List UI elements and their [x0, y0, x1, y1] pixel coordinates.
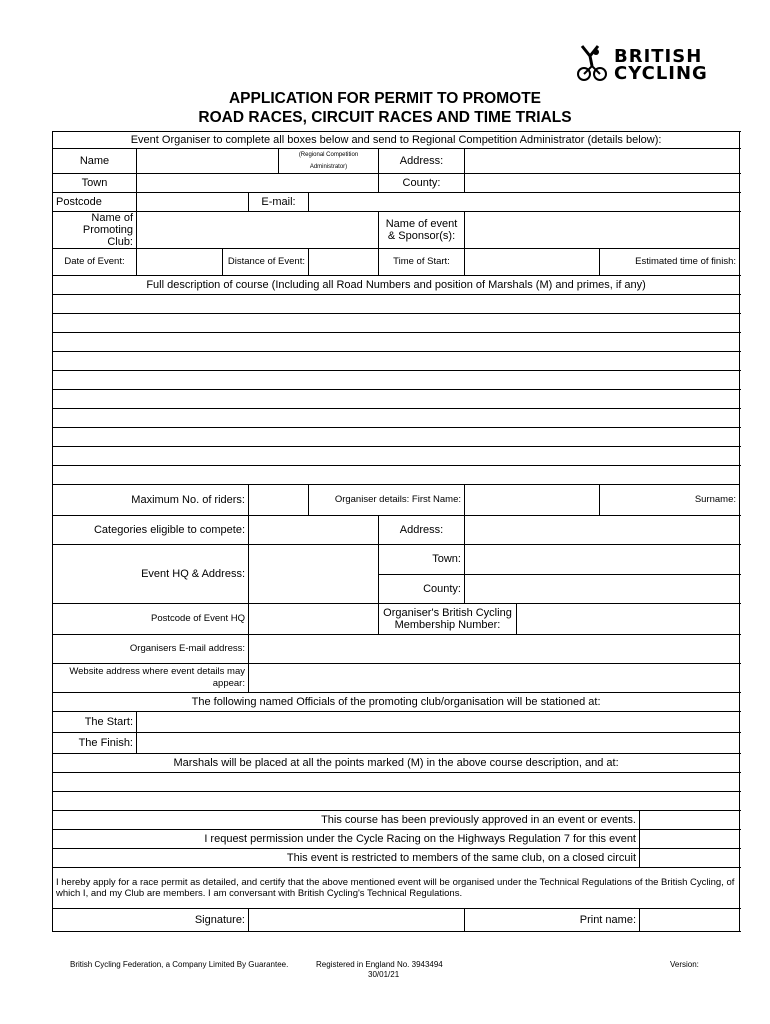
town-field[interactable] [137, 174, 379, 193]
org-address-field[interactable] [465, 516, 740, 545]
description-line[interactable] [53, 352, 740, 371]
marshals-line[interactable] [53, 792, 740, 811]
org-email-label: Organisers E-mail address: [53, 635, 249, 664]
page-title-line-2: ROAD RACES, CIRCUIT RACES AND TIME TRIALS [198, 109, 572, 126]
categories-row [53, 516, 740, 545]
name-row [53, 149, 740, 174]
date-row [53, 249, 740, 276]
instruction-row [53, 132, 740, 149]
website-field[interactable] [249, 664, 740, 693]
membership-field[interactable] [517, 604, 740, 635]
event-hq-field[interactable] [249, 545, 379, 604]
previously-approved-checkbox[interactable] [640, 811, 740, 830]
hq-row [53, 545, 740, 575]
instruction-text: Event Organiser to complete all boxes below and send to Regional Competition Administrator (details below): [53, 132, 740, 149]
start-time-field[interactable] [465, 249, 600, 276]
description-line[interactable] [53, 295, 740, 314]
finish-row [53, 733, 740, 754]
description-line[interactable] [53, 409, 740, 428]
distance-label: Distance of Event: [223, 249, 309, 276]
email-label: E-mail: [249, 193, 309, 212]
request-permission-checkbox[interactable] [640, 830, 740, 849]
full-description-label: Full description of course (Including all Road Numbers and position of Marshals (M) and primes, if any) [53, 276, 740, 295]
address-field[interactable] [465, 149, 740, 174]
footer-registered: Registered in England No. 3943494 [316, 960, 443, 969]
description-line[interactable] [53, 466, 740, 485]
promoting-club-label: Name of Promoting Club: [53, 212, 137, 249]
distance-field[interactable] [309, 249, 379, 276]
british-cycling-logo [576, 44, 726, 84]
postcode-label: Postcode [53, 193, 137, 212]
website-label: Website address where event details may appear: [53, 664, 249, 693]
restricted-label: This event is restricted to members of the same club, on a closed circuit [53, 849, 640, 868]
permit-form [52, 131, 740, 932]
officials-header-row [53, 693, 740, 712]
description-line[interactable] [53, 428, 740, 447]
cyclist-logo-icon [576, 44, 612, 84]
regional-note: (Regional Competition Administrator) [279, 149, 379, 174]
declaration-text: I hereby apply for a race permit as detailed, and certify that the above mentioned event will be organised under the Technical Regulations of the British Cycling, of which I, and my Club are members. I am conversant with British Cycling's Technical Regulations. [53, 868, 740, 909]
address-label: Address: [379, 149, 465, 174]
org-email-field[interactable] [249, 635, 740, 664]
surname-label: Surname: [600, 485, 740, 516]
first-name-field[interactable] [465, 485, 600, 516]
postcode-hq-field[interactable] [249, 604, 379, 635]
page-title-line-1: APPLICATION FOR PERMIT TO PROMOTE [228, 90, 541, 107]
footer-date: 30/01/21 [368, 970, 400, 979]
restricted-row [53, 849, 740, 868]
logo-line-1: BRITISH [614, 46, 703, 67]
event-sponsor-label: Name of event & Sponsor(s): [379, 212, 465, 249]
marshals-text: Marshals will be placed at all the points marked (M) in the above course description, and at: [53, 754, 740, 773]
max-riders-label: Maximum No. of riders: [53, 485, 249, 516]
print-name-field[interactable] [640, 909, 740, 932]
categories-field[interactable] [249, 516, 379, 545]
org-town-field[interactable] [465, 545, 740, 575]
footer-company: British Cycling Federation, a Company Limited By Guarantee. [70, 960, 289, 969]
print-name-label: Print name: [465, 909, 640, 932]
finish-time-label: Estimated time of finish: [600, 249, 740, 276]
description-line[interactable] [53, 390, 740, 409]
description-line[interactable] [53, 371, 740, 390]
first-name-label: Organiser details: First Name: [309, 485, 465, 516]
description-line[interactable] [53, 314, 740, 333]
start-row [53, 712, 740, 733]
categories-label: Categories eligible to compete: [53, 516, 249, 545]
logo-line-2: CYCLING [614, 63, 708, 84]
email-field[interactable] [309, 193, 740, 212]
signature-label: Signature: [53, 909, 249, 932]
description-line[interactable] [53, 333, 740, 352]
county-label: County: [379, 174, 465, 193]
postcode-field[interactable] [137, 193, 249, 212]
start-time-label: Time of Start: [379, 249, 465, 276]
town-label: Town [53, 174, 137, 193]
event-sponsor-field[interactable] [465, 212, 740, 249]
event-hq-label: Event HQ & Address: [53, 545, 249, 604]
postcode-row [53, 193, 740, 212]
membership-label: Organiser's British Cycling Membership Number: [379, 604, 517, 635]
club-row [53, 212, 740, 249]
officials-text: The following named Officials of the promoting club/organisation will be stationed at: [53, 693, 740, 712]
org-email-row [53, 635, 740, 664]
the-finish-field[interactable] [137, 733, 740, 754]
restricted-checkbox[interactable] [640, 849, 740, 868]
permission-row [53, 830, 740, 849]
county-field[interactable] [465, 174, 740, 193]
marshals-line[interactable] [53, 773, 740, 792]
the-start-field[interactable] [137, 712, 740, 733]
marshals-header-row [53, 754, 740, 773]
the-finish-label: The Finish: [53, 733, 137, 754]
town-row [53, 174, 740, 193]
org-county-label: County: [379, 574, 465, 604]
request-permission-label: I request permission under the Cycle Racing on the Highways Regulation 7 for this event [53, 830, 640, 849]
org-address-label: Address: [379, 516, 465, 545]
date-field[interactable] [137, 249, 223, 276]
description-line[interactable] [53, 447, 740, 466]
hq-postcode-row [53, 604, 740, 635]
approved-row [53, 811, 740, 830]
name-field[interactable] [137, 149, 279, 174]
org-town-label: Town: [379, 545, 465, 575]
signature-field[interactable] [249, 909, 465, 932]
description-header-row [53, 276, 740, 295]
postcode-hq-label: Postcode of Event HQ [53, 604, 249, 635]
max-riders-field[interactable] [249, 485, 309, 516]
declaration-row [53, 868, 740, 909]
the-start-label: The Start: [53, 712, 137, 733]
riders-row [53, 485, 740, 516]
footer-version: Version: [670, 960, 699, 969]
date-label: Date of Event: [53, 249, 137, 276]
website-row [53, 664, 740, 693]
org-county-field[interactable] [465, 574, 740, 604]
signature-row [53, 909, 740, 932]
previously-approved-label: This course has been previously approved in an event or events. [53, 811, 640, 830]
name-label: Name [53, 149, 137, 174]
promoting-club-field[interactable] [137, 212, 379, 249]
